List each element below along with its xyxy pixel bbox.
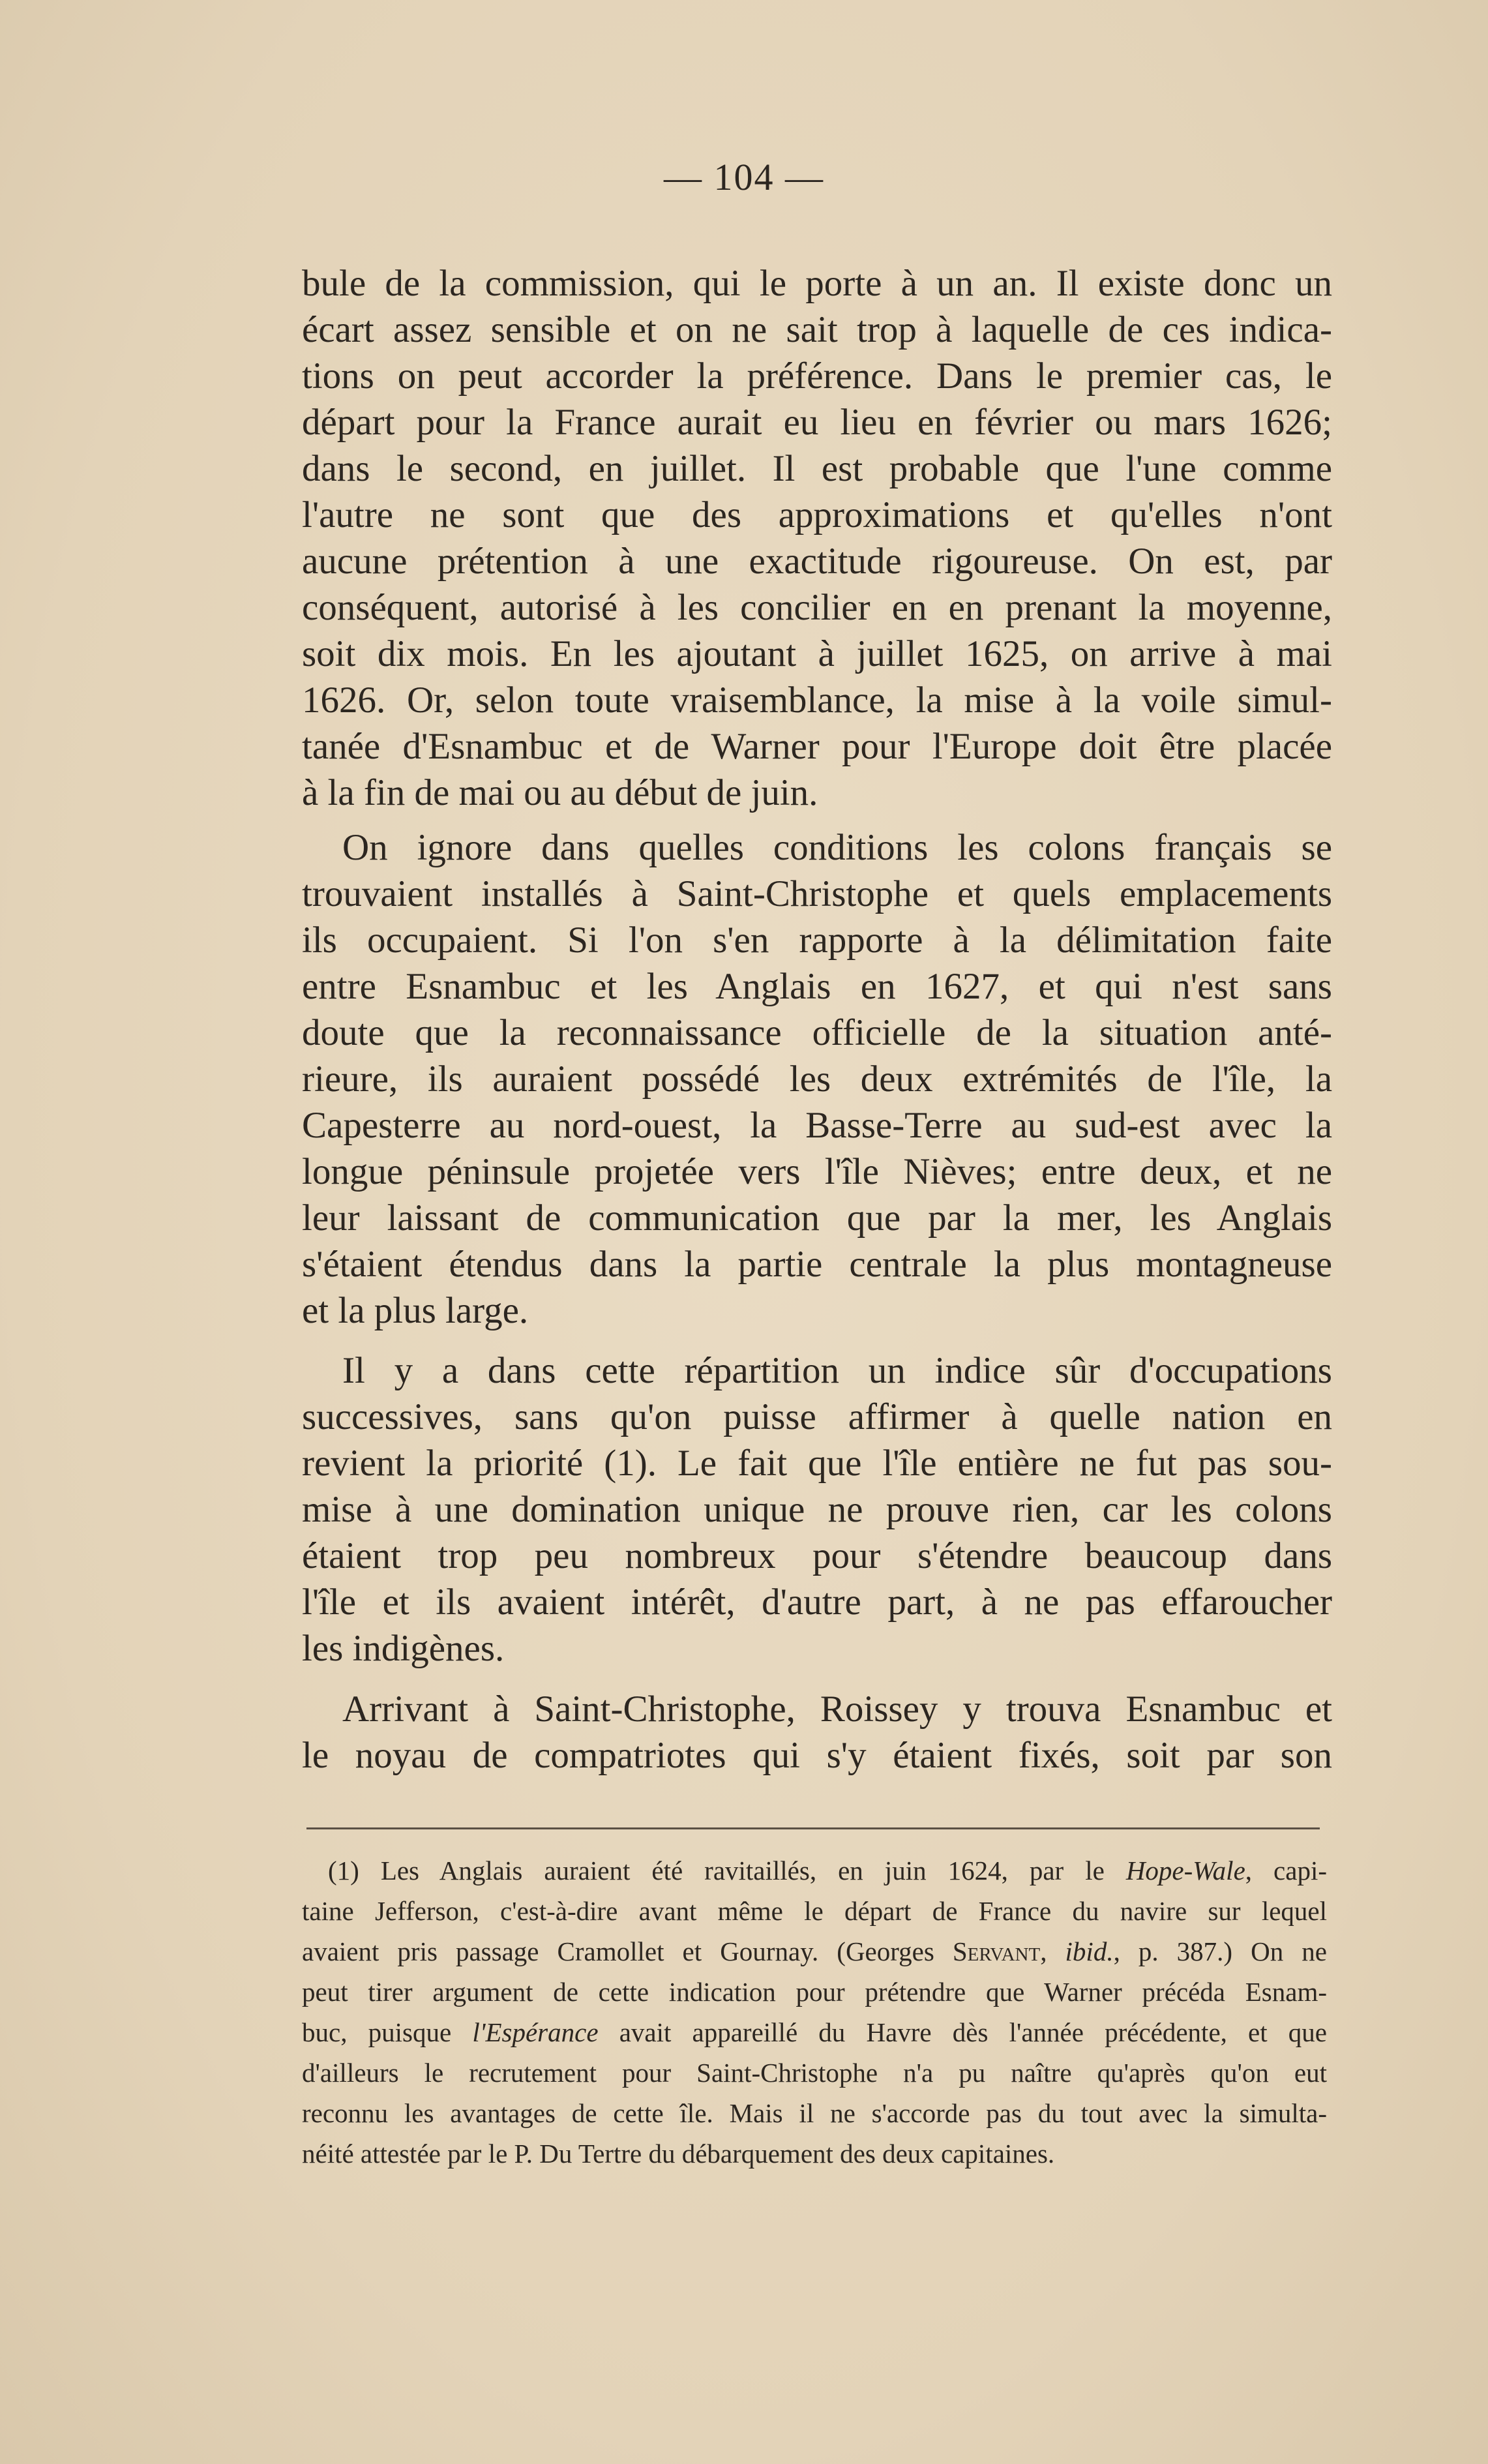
footnote-text: néité attestée par le P. Du Tertre du débarquement des deux capitaines. bbox=[302, 2139, 1055, 2169]
footnote-line bbox=[302, 2093, 1327, 2133]
footnote-text: reconnu les avantages de cette île. Mais il ne s'accorde pas du tout avec la simulta- bbox=[302, 2098, 1327, 2128]
footnote-line bbox=[302, 1891, 1327, 1931]
text-line: dans le second, en juillet. Il est probable que l'une comme bbox=[302, 448, 1332, 489]
text-line: aucune prétention à une exactitude rigoureuse. On est, par bbox=[302, 541, 1332, 582]
paragraph-3 bbox=[302, 1347, 1332, 1672]
paragraph-4 bbox=[302, 1686, 1332, 1779]
footnote-text: avaient pris passage Cramollet et Gournay. (Georges bbox=[302, 1936, 953, 1966]
text-line: doute que la reconnaissance officielle de la situation anté- bbox=[302, 1012, 1332, 1053]
text-line: ils occupaient. Si l'on s'en rapporte à la délimitation faite bbox=[302, 920, 1332, 961]
footnote-text: peut tirer argument de cette indication pour prétendre que Warner précéda Esnam- bbox=[302, 1977, 1327, 2007]
text-line: étaient trop peu nombreux pour s'étendre beaucoup dans bbox=[302, 1535, 1332, 1576]
footnote-line bbox=[302, 1850, 1327, 1891]
text-line: l'autre ne sont que des approximations et qu'elles n'ont bbox=[302, 494, 1332, 535]
footnote bbox=[302, 1850, 1327, 2174]
text-line: 1626. Or, selon toute vraisemblance, la mise à la voile simul- bbox=[302, 680, 1332, 721]
text-line: et la plus large. bbox=[302, 1290, 529, 1331]
text-line: tanée d'Esnambuc et de Warner pour l'Europe doit être placée bbox=[302, 726, 1332, 767]
text-line: départ pour la France aurait eu lieu en février ou mars 1626; bbox=[302, 402, 1332, 443]
footnote-text: buc, puisque bbox=[302, 2017, 473, 2047]
paragraph-1 bbox=[302, 260, 1332, 816]
text-line: les indigènes. bbox=[302, 1628, 505, 1669]
text-line: trouvaient installés à Saint-Christophe et quels emplacements bbox=[302, 873, 1332, 914]
footnote-text: , bbox=[1040, 1936, 1065, 1966]
text-line: conséquent, autorisé à les concilier en en prenant la moyenne, bbox=[302, 587, 1332, 628]
text-line: bule de la commission, qui le porte à un an. Il existe donc un bbox=[302, 263, 1332, 304]
text-line: leur laissant de communication que par la mer, les Anglais bbox=[302, 1197, 1332, 1239]
footnote-line bbox=[302, 1931, 1327, 1972]
footnote-line bbox=[302, 1972, 1327, 2012]
text-line: s'étaient étendus dans la partie centrale la plus montagneuse bbox=[302, 1244, 1332, 1285]
footnote-text: (1) Les Anglais auraient été ravitaillés, en juin 1624, par le bbox=[328, 1856, 1126, 1886]
text-line: On ignore dans quelles conditions les colons français se bbox=[342, 827, 1332, 868]
footnote-separator bbox=[306, 1827, 1320, 1829]
text-line: rieure, ils auraient possédé les deux extrémités de l'île, la bbox=[302, 1059, 1332, 1100]
text-line: Capesterre au nord-ouest, la Basse-Terre au sud-est avec la bbox=[302, 1105, 1332, 1146]
text-line: entre Esnambuc et les Anglais en 1627, et qui n'est sans bbox=[302, 966, 1332, 1007]
footnote-text: , capi- bbox=[1245, 1856, 1327, 1886]
small-caps-text: Servant bbox=[952, 1936, 1041, 1966]
text-line: longue péninsule projetée vers l'île Nièves; entre deux, et ne bbox=[302, 1151, 1332, 1192]
footnote-text: taine Jefferson, c'est-à-dire avant même le départ de France du navire sur lequel bbox=[302, 1896, 1327, 1926]
footnote-text: d'ailleurs le recrutement pour Saint-Christophe n'a pu naître qu'après qu'on eut bbox=[302, 2058, 1327, 2088]
page-number: — 104 — bbox=[664, 156, 824, 198]
text-line: tions on peut accorder la préférence. Dans le premier cas, le bbox=[302, 355, 1332, 397]
text-line: revient la priorité (1). Le fait que l'île entière ne fut pas sou- bbox=[302, 1443, 1332, 1484]
italic-text: Hope-Wale bbox=[1125, 1856, 1245, 1886]
text-line: successives, sans qu'on puisse affirmer à quelle nation en bbox=[302, 1396, 1332, 1437]
text-line: Arrivant à Saint-Christophe, Roissey y trouva Esnambuc et bbox=[342, 1689, 1332, 1730]
text-line: à la fin de mai ou au début de juin. bbox=[302, 772, 818, 813]
footnote-text: , p. 387.) On ne bbox=[1113, 1936, 1327, 1966]
footnote-line bbox=[302, 2052, 1327, 2093]
footnote-line bbox=[302, 2012, 1327, 2052]
text-line: soit dix mois. En les ajoutant à juillet 1625, on arrive à mai bbox=[302, 633, 1332, 674]
text-line: écart assez sensible et on ne sait trop à laquelle de ces indica- bbox=[302, 309, 1332, 350]
footnote-text: avait appareillé du Havre dès l'année précédente, et que bbox=[598, 2017, 1327, 2047]
paragraph-2 bbox=[302, 824, 1332, 1334]
text-line: Il y a dans cette répartition un indice sûr d'occupations bbox=[342, 1350, 1332, 1391]
text-line: le noyau de compatriotes qui s'y étaient fixés, soit par son bbox=[302, 1735, 1332, 1776]
footnote-line bbox=[302, 2133, 1327, 2174]
italic-text: l'Espérance bbox=[472, 2017, 599, 2047]
text-line: mise à une domination unique ne prouve rien, car les colons bbox=[302, 1489, 1332, 1530]
text-line: l'île et ils avaient intérêt, d'autre part, à ne pas effaroucher bbox=[302, 1582, 1332, 1623]
italic-text: ibid. bbox=[1065, 1936, 1114, 1966]
